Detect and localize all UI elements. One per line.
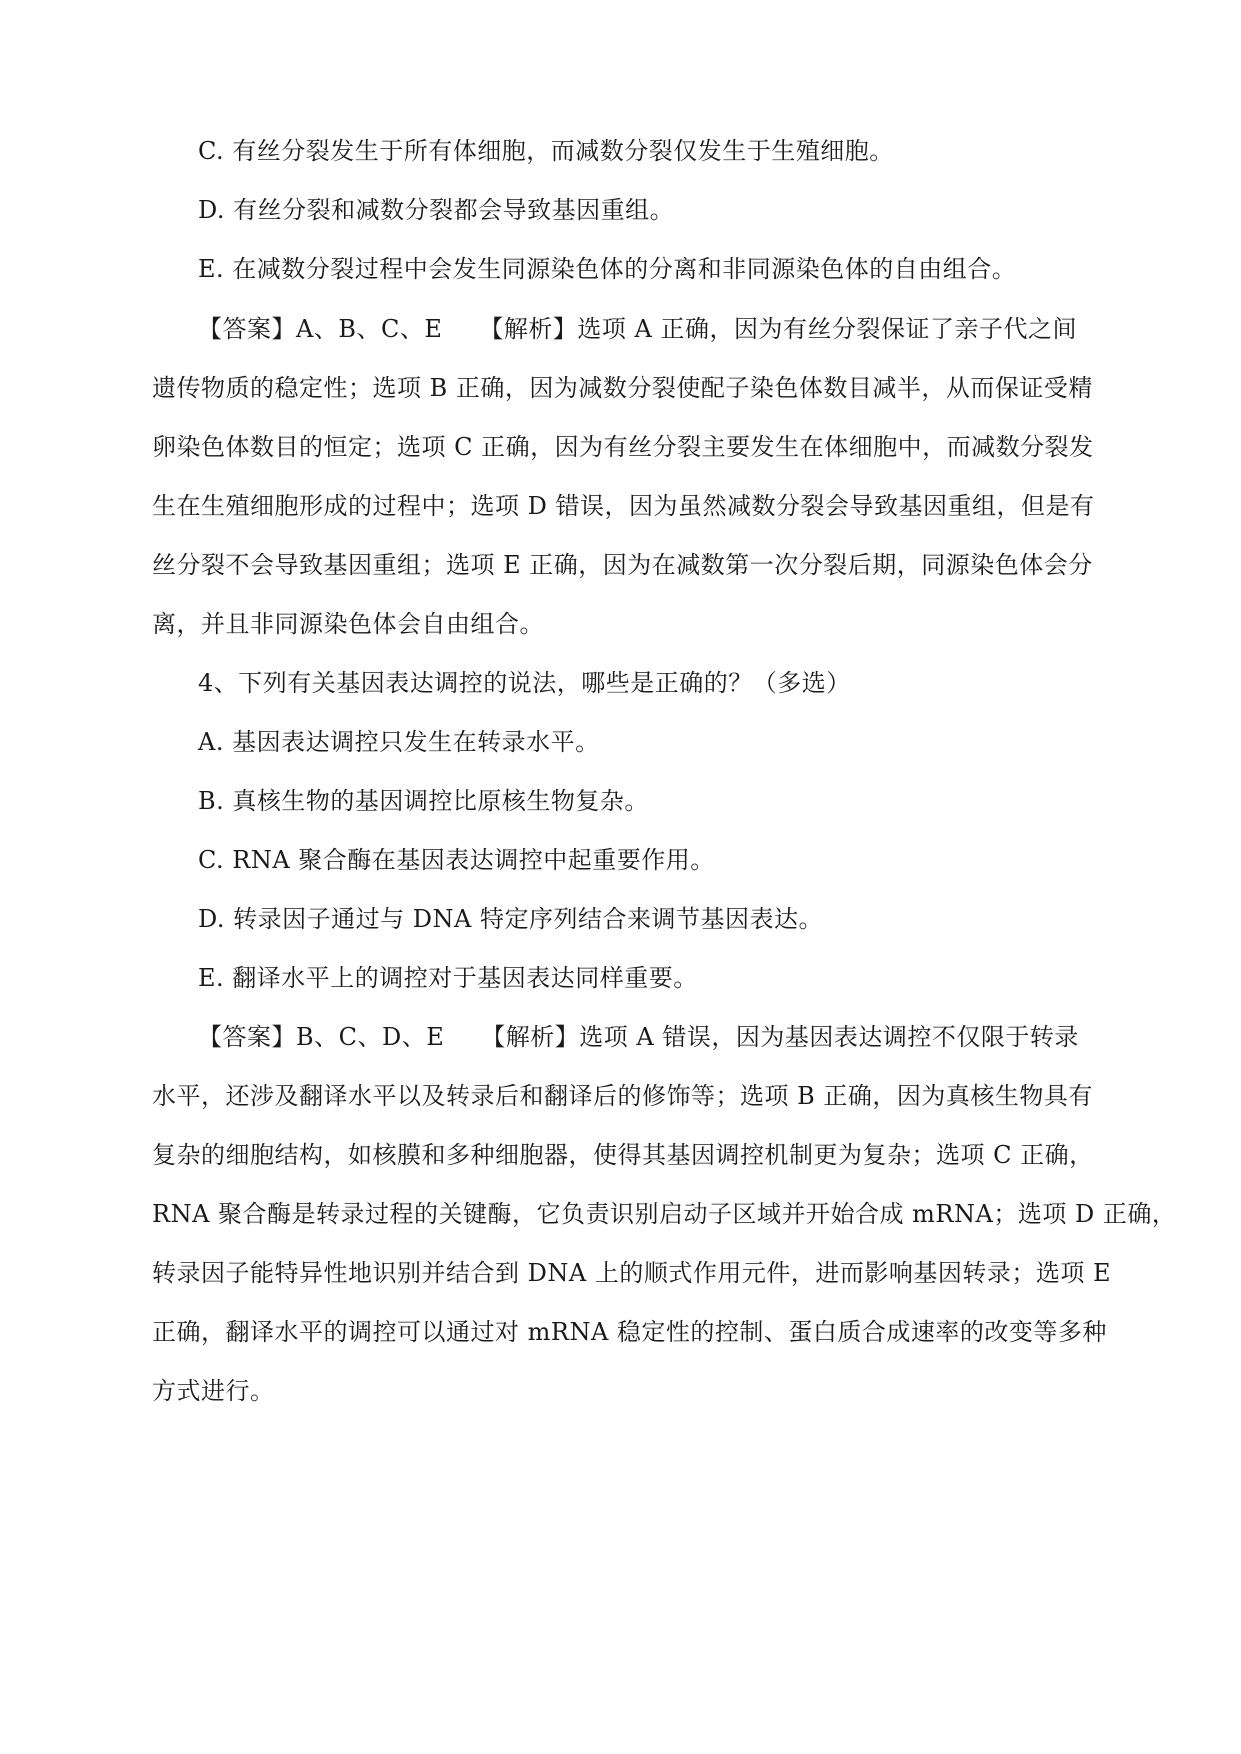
q3-answer-line-4: 生在生殖细胞形成的过程中；选项 D 错误，因为虽然减数分裂会导致基因重组，但是有 <box>152 492 1095 520</box>
q3-answer-line-3: 卵染色体数目的恒定；选项 C 正确，因为有丝分裂主要发生在体细胞中，而减数分裂发 <box>152 433 1094 461</box>
q4-answer-line-7: 方式进行。 <box>152 1377 275 1405</box>
q3-answer-line-1: 【答案】A、B、C、E 【解析】选项 A 正确，因为有丝分裂保证了亲子代之间 <box>198 315 1077 343</box>
q3-answer-line-6: 离，并且非同源染色体会自由组合。 <box>152 610 544 638</box>
q4-option-c: C. RNA 聚合酶在基因表达调控中起重要作用。 <box>198 846 715 874</box>
q3-option-d: D. 有丝分裂和减数分裂都会导致基因重组。 <box>198 196 675 224</box>
q4-option-b: B. 真核生物的基因调控比原核生物复杂。 <box>198 787 649 815</box>
q4-answer-line-1: 【答案】B、C、D、E 【解析】选项 A 错误，因为基因表达调控不仅限于转录 <box>198 1023 1079 1051</box>
q4-answer-line-6: 正确，翻译水平的调控可以通过对 mRNA 稳定性的控制、蛋白质合成速率的改变等多种 <box>152 1318 1107 1346</box>
q4-answer-line-4: RNA 聚合酶是转录过程的关键酶，它负责识别启动子区域并开始合成 mRNA；选项 D 正确， <box>152 1200 1177 1228</box>
q4-answer-line-3: 复杂的细胞结构，如核膜和多种细胞器，使得其基因调控机制更为复杂；选项 C 正确， <box>152 1141 1094 1169</box>
q3-option-e: E. 在减数分裂过程中会发生同源染色体的分离和非同源染色体的自由组合。 <box>198 255 1017 283</box>
q3-answer-line-5: 丝分裂不会导致基因重组；选项 E 正确，因为在减数第一次分裂后期，同源染色体会分 <box>152 551 1093 579</box>
q3-answer-line-2: 遗传物质的稳定性；选项 B 正确，因为减数分裂使配子染色体数目减半，从而保证受精 <box>152 374 1093 402</box>
q4-answer-line-2: 水平，还涉及翻译水平以及转录后和翻译后的修饰等；选项 B 正确，因为真核生物具有 <box>152 1082 1093 1110</box>
q4-stem: 4、下列有关基因表达调控的说法，哪些是正确的？（多选） <box>198 669 851 697</box>
q4-option-a: A. 基因表达调控只发生在转录水平。 <box>198 728 600 756</box>
q4-answer-line-5: 转录因子能特异性地识别并结合到 DNA 上的顺式作用元件，进而影响基因转录；选项 E <box>152 1259 1111 1287</box>
q3-option-c: C. 有丝分裂发生于所有体细胞，而减数分裂仅发生于生殖细胞。 <box>198 137 894 165</box>
q4-option-d: D. 转录因子通过与 DNA 特定序列结合来调节基因表达。 <box>198 905 823 933</box>
q4-option-e: E. 翻译水平上的调控对于基因表达同样重要。 <box>198 964 698 992</box>
